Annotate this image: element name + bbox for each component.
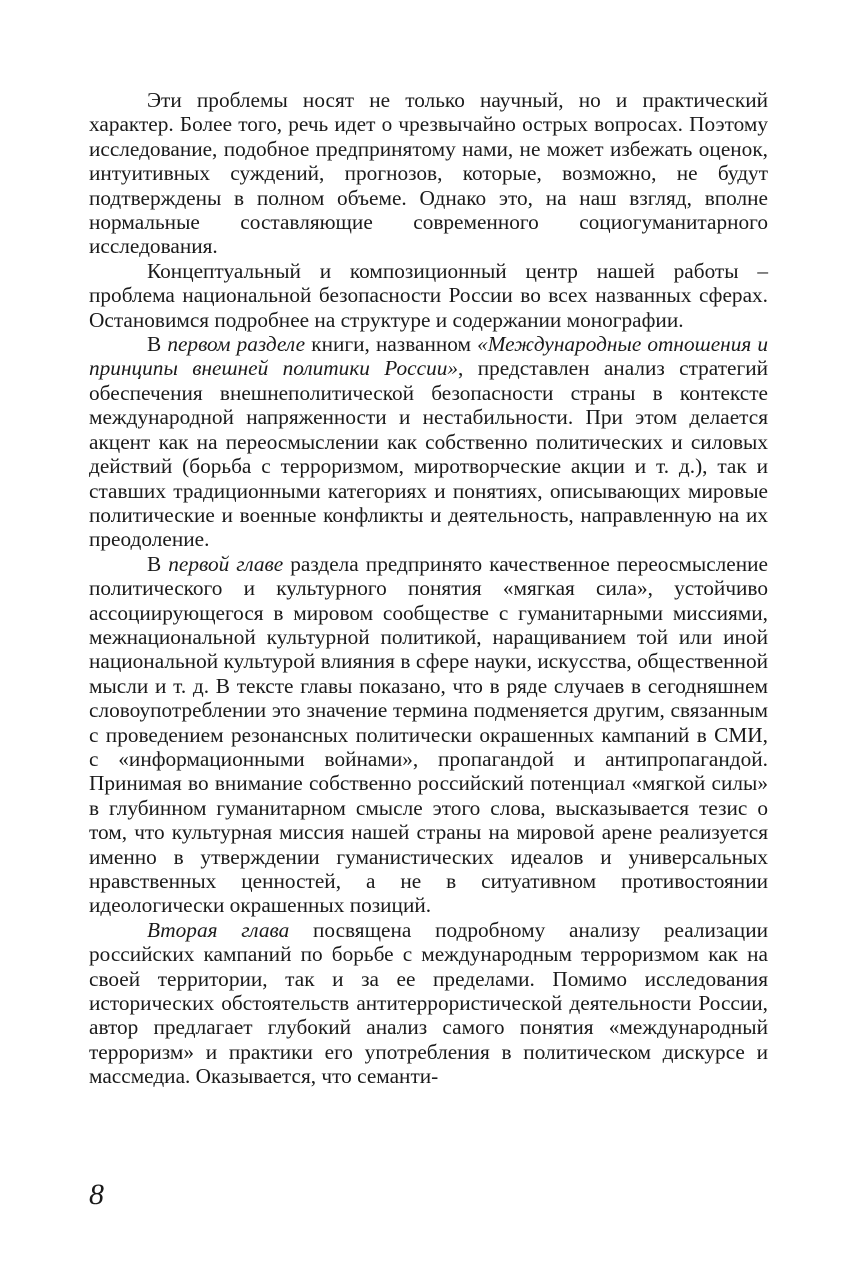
paragraph-text: , представлен анализ стратегий обеспечения внешнеполитической безопасности страны в контексте международной напряженности и нестабильности. При этом делается акцент как на переосмыслении как собственно политических и силовых действий (борьба с терроризмом, миротворческие акции и т. д.), так и ставших традиционными категориях и понятиях, описывающих мировые политические и военные конфликты и деятельность, направленную на их преодоление.: [89, 356, 768, 552]
paragraph-text: посвящена подробному анализу реализации российских кампаний по борьбе с международным терроризмом как на своей территории, так и за ее пределами. Помимо исследования исторических обстоятельств антитеррористической деятельности России, автор предлагает глубокий анализ самого понятия «международный терроризм» и практики его употребления в политическом дискурсе и массмедиа. Оказывается, что семанти-: [89, 917, 768, 1089]
italic-term-first-chapter: первой главе: [168, 551, 284, 576]
page-number: 8: [89, 1178, 104, 1211]
paragraph-4: [89, 552, 768, 918]
paragraph-text: В: [147, 551, 169, 576]
paragraph-text: Эти проблемы носят не только научный, но и практический характер. Более того, речь идет о чрезвычайно острых вопросах. Поэтому исследование, подобное предпринятому нами, не может избежать оценок, интуитивных суждений, прогнозов, которые, возможно, не будут подтверждены в полном объеме. Однако это, на наш взгляд, вполне нормальные составляющие современного социогуманитарного исследования.: [89, 88, 768, 259]
paragraph-text: Концептуальный и композиционный центр нашей работы – проблема национальной безопасности России во всех названных сферах. Остановимся подробнее на структуре и содержании монографии.: [89, 258, 768, 332]
body-text: [89, 88, 768, 1089]
paragraph-1: [89, 88, 768, 259]
paragraph-2: [89, 259, 768, 332]
paragraph-3: [89, 332, 768, 552]
paragraph-text: книги, названном: [305, 332, 478, 357]
italic-section-title: «Международные отношения и принципы внешней политики России»: [89, 332, 769, 381]
paragraph-5: [89, 918, 768, 1089]
paragraph-text: раздела предпринято качественное переосмысление политического и культурного понятия «мягкая сила», устойчиво ассоциирующегося в мировом сообществе с гуманитарными миссиями, межнациональной культурной политикой, наращиванием той или иной национальной культурой влияния в сфере науки, искусства, общественной мысли и т. д. В тексте главы показано, что в ряде случаев в сегодняшнем словоупотреблении это значение термина подменяется другим, связанным с проведением резонансных политически окрашенных кампаний в СМИ, с «информационными войнами», пропагандой и антипропагандой. Принимая во внимание собственно российский потенциал «мягкой силы» в глубинном гуманитарном смысле этого слова, высказывается тезис о том, что культурная миссия нашей страны на мировой арене реализуется именно в утверждении гуманистических идеалов и универсальных нравственных ценностей, а не в ситуативном противостоянии идеологически окрашенных позиций.: [89, 551, 768, 918]
italic-term-first-section: первом разделе: [167, 332, 306, 357]
paragraph-text: В: [147, 332, 168, 357]
italic-term-second-chapter: Вторая глава: [147, 917, 290, 942]
